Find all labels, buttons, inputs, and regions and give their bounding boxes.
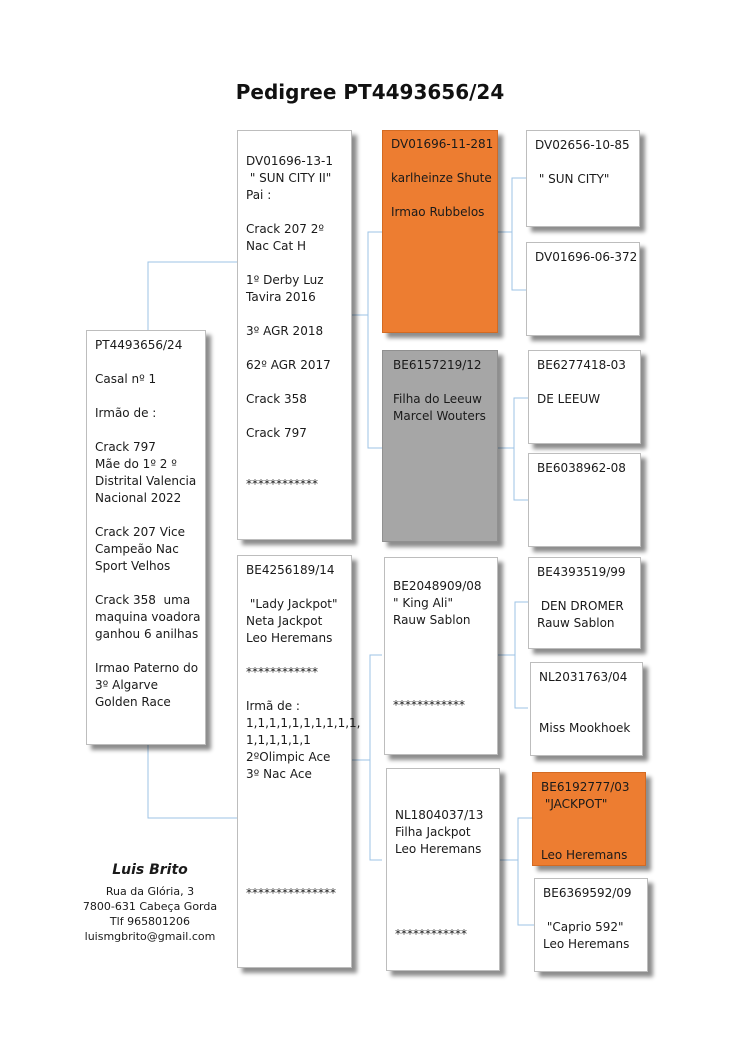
- card-line: [246, 817, 343, 834]
- card-line: [246, 681, 343, 698]
- card-line: DV01696-11-281: [391, 137, 494, 151]
- card-line: maquina voadora: [95, 610, 201, 624]
- dam-text: [246, 562, 361, 902]
- card-line: [246, 459, 343, 476]
- card-line: [246, 442, 343, 459]
- card-line: ***************: [246, 886, 336, 900]
- granddam-paternal-text: [393, 357, 489, 425]
- card-line: [393, 374, 489, 391]
- ggp-2-text: [535, 249, 638, 266]
- card-line: Rauw Sablon: [537, 616, 615, 630]
- card-line: 2ºOlimpic Ace: [246, 750, 331, 764]
- card-line: 3º Nac Ace: [246, 767, 312, 781]
- card-line: ************: [393, 698, 465, 712]
- card-line: Golden Race: [95, 695, 171, 709]
- granddam-paternal-card: [382, 350, 498, 542]
- card-line: [535, 154, 631, 171]
- card-line: Crack 797: [246, 426, 307, 440]
- card-line: NL2031763/04: [539, 670, 628, 684]
- ggp-1-card: [526, 130, 640, 227]
- card-line: [246, 579, 343, 596]
- card-line: [246, 408, 343, 425]
- dam-card: [237, 555, 361, 968]
- card-line: "Caprio 592": [543, 920, 624, 934]
- card-line: DEN DROMER: [537, 599, 624, 613]
- card-line: Pai :: [246, 188, 272, 202]
- ggp-8-card: [534, 878, 648, 972]
- card-line: [393, 680, 489, 697]
- grandsire-maternal-text: [393, 578, 489, 714]
- grandsire-paternal-card: [382, 130, 498, 333]
- card-line: [246, 306, 343, 323]
- card-line: " King Ali": [393, 596, 453, 610]
- card-line: [95, 575, 197, 592]
- card-line: [539, 703, 634, 720]
- card-line: [537, 374, 632, 391]
- card-line: Sport Velhos: [95, 559, 171, 573]
- card-line: Filha do Leeuw: [393, 392, 482, 406]
- connector-gp4-parents: [500, 818, 534, 925]
- card-line: [246, 340, 343, 357]
- card-line: Marcel Wouters: [393, 409, 486, 423]
- card-line: [539, 686, 634, 703]
- card-line: DV01696-13-1: [246, 154, 333, 168]
- card-line: [541, 830, 637, 847]
- card-line: [393, 663, 489, 680]
- card-line: Crack 797: [95, 440, 156, 454]
- card-line: ************: [246, 665, 318, 679]
- breeder-city: 7800-631 Cabeça Gorda: [82, 900, 218, 913]
- card-line: [395, 892, 491, 909]
- card-line: Campeão Nac: [95, 542, 179, 556]
- card-line: ganhou 6 anilhas: [95, 627, 199, 641]
- card-line: BE6038962-08: [537, 461, 626, 475]
- granddam-maternal-card: [386, 768, 500, 971]
- ggp-5-text: [537, 564, 632, 632]
- card-line: BE4256189/14: [246, 563, 335, 577]
- grandsire-paternal-text: [391, 136, 494, 221]
- card-line: karlheinze Shute: [391, 171, 492, 185]
- subject-text: [95, 337, 201, 711]
- card-line: [246, 783, 343, 800]
- card-line: Crack 358 uma: [95, 593, 191, 607]
- card-line: BE4393519/99: [537, 565, 626, 579]
- card-line: [246, 834, 343, 851]
- card-line: Irmao Paterno do: [95, 661, 199, 675]
- connector-subject-dam: [148, 745, 237, 818]
- card-line: Leo Heremans: [395, 842, 482, 856]
- card-line: [537, 581, 632, 598]
- card-line: [246, 868, 343, 885]
- card-line: Filha Jackpot: [395, 825, 471, 839]
- card-line: Mãe do 1º 2 º: [95, 457, 177, 471]
- card-line: DE LEEUW: [537, 392, 601, 406]
- card-line: [393, 629, 489, 646]
- card-line: BE6157219/12: [393, 358, 482, 372]
- breeder-email[interactable]: luismgbrito@gmail.com: [84, 930, 216, 943]
- grandsire-maternal-card: [384, 557, 498, 755]
- card-line: Rauw Sablon: [393, 613, 471, 627]
- card-line: [246, 374, 343, 391]
- card-line: [395, 858, 491, 875]
- card-line: [395, 875, 491, 892]
- ggp-3-text: [537, 357, 632, 408]
- card-line: DV02656-10-85: [535, 138, 630, 152]
- card-line: Distrital Valencia: [95, 474, 197, 488]
- connector-dam-parents: [352, 655, 382, 860]
- card-line: BE2048909/08: [393, 579, 482, 593]
- ggp-4-card: [528, 453, 641, 547]
- breeder-name: Luis Brito: [112, 862, 188, 878]
- sire-text: [246, 153, 343, 493]
- card-line: ************: [246, 477, 318, 491]
- card-line: Tavira 2016: [246, 290, 316, 304]
- ggp-4-text: [537, 460, 632, 477]
- card-line: [95, 507, 197, 524]
- card-line: DV01696-06-372: [535, 250, 638, 264]
- subject-card: [86, 330, 206, 745]
- card-line: [246, 204, 343, 221]
- card-line: NL1804037/13: [395, 808, 484, 822]
- page-title: Pedigree PT4493656/24: [235, 80, 505, 104]
- granddam-maternal-text: [395, 807, 491, 943]
- card-line: [95, 643, 197, 660]
- ggp-7-card: [532, 772, 646, 866]
- card-line: Leo Heremans: [246, 631, 333, 645]
- ggp-3-card: [528, 350, 641, 444]
- card-line: Irmao Rubbelos: [391, 205, 485, 219]
- card-line: Crack 207 Vice: [95, 525, 186, 539]
- card-line: Crack 358: [246, 392, 307, 406]
- breeder-address: Rua da Glória, 3: [105, 885, 195, 898]
- card-line: " SUN CITY": [535, 172, 610, 186]
- ggp-6-card: [530, 662, 643, 756]
- breeder-phone: Tlf 965801206: [109, 915, 191, 928]
- card-line: 1,1,1,1,1,1,1,1,1,1,: [246, 716, 361, 730]
- connector-sire-parents: [352, 232, 382, 448]
- card-line: [543, 902, 639, 919]
- card-line: BE6192777/03: [541, 780, 630, 794]
- ggp-8-text: [543, 885, 639, 953]
- card-line: [246, 255, 343, 272]
- card-line: 1º Derby Luz: [246, 273, 324, 287]
- connector-subject-sire: [148, 262, 237, 330]
- card-line: "Lady Jackpot": [246, 597, 338, 611]
- card-line: "JACKPOT": [541, 797, 608, 811]
- card-line: [393, 646, 489, 663]
- card-line: Nac Cat H: [246, 239, 307, 253]
- card-line: 62º AGR 2017: [246, 358, 331, 372]
- card-line: BE6369592/09: [543, 886, 632, 900]
- ggp-6-text: [539, 669, 634, 737]
- card-line: [95, 388, 197, 405]
- card-line: [246, 851, 343, 868]
- sire-card: [237, 130, 352, 540]
- card-line: Irmão de :: [95, 406, 157, 420]
- card-line: [95, 422, 197, 439]
- card-line: Casal nº 1: [95, 372, 157, 386]
- card-line: BE6277418-03: [537, 358, 626, 372]
- card-line: Crack 207 2º: [246, 222, 325, 236]
- card-line: [246, 800, 343, 817]
- card-line: Leo Heremans: [541, 848, 628, 862]
- breeder-contact: [70, 862, 230, 944]
- card-line: Irmã de :: [246, 699, 300, 713]
- card-line: ************: [395, 927, 467, 941]
- card-line: Leo Heremans: [543, 937, 630, 951]
- ggp-2-card: [526, 242, 640, 336]
- card-line: 3º AGR 2018: [246, 324, 324, 338]
- card-line: Nacional 2022: [95, 491, 182, 505]
- card-line: PT4493656/24: [95, 338, 183, 352]
- card-line: [395, 909, 491, 926]
- card-line: Miss Mookhoek: [539, 721, 631, 735]
- ggp-1-text: [535, 137, 631, 188]
- connector-gp2-parents: [498, 398, 528, 500]
- card-line: [246, 647, 343, 664]
- card-line: 1,1,1,1,1,1: [246, 733, 311, 747]
- card-line: [95, 354, 197, 371]
- card-line: Neta Jackpot: [246, 614, 323, 628]
- card-line: 3º Algarve: [95, 678, 159, 692]
- card-line: [391, 153, 489, 170]
- connector-gp3-parents: [498, 602, 528, 708]
- card-line: " SUN CITY II": [246, 171, 332, 185]
- card-line: [391, 187, 489, 204]
- ggp-7-text: [541, 779, 637, 864]
- connector-gp1-parents: [498, 178, 526, 290]
- card-line: [541, 813, 637, 830]
- ggp-5-card: [528, 557, 641, 649]
